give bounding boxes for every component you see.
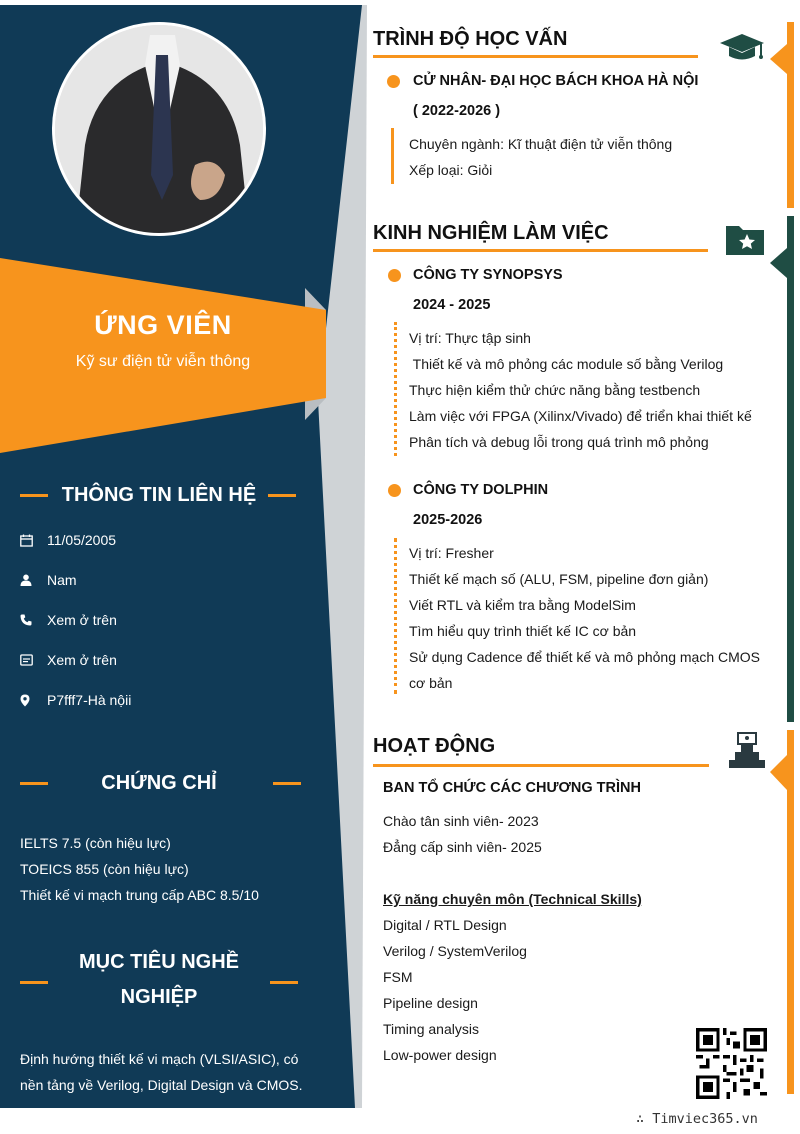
skill-item: Low-power design — [383, 1047, 497, 1063]
skill-item: Digital / RTL Design — [383, 917, 507, 933]
education-period: ( 2022-2026 ) — [413, 103, 501, 119]
contact-item-phone — [20, 608, 310, 632]
candidate-title: Kỹ sư điện tử viễn thông — [75, 353, 251, 370]
objective-text: nền tảng về Verilog, Digital Design và CMOS. — [20, 1077, 303, 1093]
job-line: Tìm hiểu quy trình thiết kế IC cơ bản — [409, 623, 637, 639]
job-period: 2024 - 2025 — [413, 297, 491, 313]
skill-item: Verilog / SystemVerilog — [383, 943, 527, 959]
section-underline — [373, 249, 708, 252]
certificate-item: Thiết kế vi mạch trung cấp ABC 8.5/10 — [20, 887, 259, 903]
education-detail: Chuyên ngành: Kĩ thuật điện tử viễn thông — [409, 136, 673, 152]
contact-heading: THÔNG TIN LIÊN HỆ — [61, 484, 257, 506]
job-line: Viết RTL và kiểm tra bằng ModelSim — [409, 597, 636, 613]
graduation-cap-icon — [719, 32, 765, 69]
job-line: Thiết kế và mô phỏng các module số bằng Verilog — [409, 356, 724, 372]
avatar — [52, 22, 266, 236]
contact-text: Nam — [47, 572, 77, 588]
job-line: Sử dụng Cadence để thiết kế và mô phỏng mạch CMOS — [409, 649, 761, 665]
job-line: Thực hiện kiểm thử chức năng bằng testbench — [409, 382, 701, 398]
heading-dash-right — [273, 782, 301, 785]
contact-item-birthday — [20, 528, 310, 552]
activities-subheading: BAN TỔ CHỨC CÁC CHƯƠNG TRÌNH — [383, 780, 641, 796]
job-company: CÔNG TY SYNOPSYS — [413, 267, 563, 283]
certificate-item: IELTS 7.5 (còn hiệu lực) — [20, 835, 171, 851]
objective-heading-line2: NGHIỆP — [120, 986, 198, 1008]
activity-line: Đẳng cấp sinh viên- 2025 — [383, 839, 542, 855]
heading-dash-right — [270, 981, 298, 984]
calendar-icon — [20, 534, 47, 547]
footer-brand: ∴ Timviec365.vn — [636, 1111, 758, 1127]
heading-dash-left — [20, 782, 48, 785]
contact-text: Xem ở trên — [47, 652, 117, 668]
skill-item: Timing analysis — [383, 1021, 479, 1037]
contact-text: P7fff7-Hà nộii — [47, 692, 132, 708]
timeline-dots — [394, 538, 397, 694]
education-school: CỬ NHÂN- ĐẠI HỌC BÁCH KHOA HÀ NỘI — [413, 73, 699, 89]
email-icon — [20, 654, 47, 666]
contact-text: Xem ở trên — [47, 612, 117, 628]
timeline-dot — [387, 75, 400, 88]
skill-item: Pipeline design — [383, 995, 478, 1011]
skill-item: FSM — [383, 969, 413, 985]
qr-code — [696, 1028, 767, 1099]
contact-item-address — [20, 688, 310, 712]
job-period: 2025-2026 — [413, 512, 483, 528]
education-detail: Xếp loại: Giỏi — [409, 162, 493, 178]
skills-heading: Kỹ năng chuyên môn (Technical Skills) — [383, 891, 642, 907]
job-line: Vị trí: Fresher — [409, 545, 494, 561]
timeline-dot — [388, 269, 401, 282]
experience-heading: KINH NGHIỆM LÀM VIỆC — [373, 222, 609, 244]
phone-icon — [20, 614, 47, 626]
objective-text: Định hướng thiết kế vi mạch (VLSI/ASIC), có — [20, 1051, 299, 1067]
contact-item-email — [20, 648, 310, 672]
activities-heading: HOẠT ĐỘNG — [373, 735, 496, 757]
heading-dash-left — [20, 494, 48, 497]
candidate-name: ỨNG VIÊN — [94, 310, 232, 340]
folder-star-icon — [725, 222, 765, 261]
job-line: Vị trí: Thực tập sinh — [409, 330, 531, 346]
objective-heading-line1: MỤC TIÊU NGHỀ — [79, 951, 239, 973]
contact-text: 11/05/2005 — [47, 532, 117, 548]
job-line: cơ bản — [409, 675, 453, 691]
timeline-dot — [388, 484, 401, 497]
education-heading: TRÌNH ĐỘ HỌC VẤN — [373, 28, 568, 50]
timeline-bar — [391, 128, 394, 184]
certificate-item: TOEICS 855 (còn hiệu lực) — [20, 861, 189, 877]
podium-icon — [727, 730, 767, 775]
person-photo — [55, 25, 266, 236]
job-line: Làm việc với FPGA (Xilinx/Vivado) để triển khai thiết kế — [409, 408, 752, 424]
activity-line: Chào tân sinh viên- 2023 — [383, 813, 539, 829]
job-line: Thiết kế mạch số (ALU, FSM, pipeline đơn giản) — [409, 571, 709, 587]
job-line: Phân tích và debug lỗi trong quá trình mô phỏng — [409, 434, 709, 450]
heading-dash-left — [20, 981, 48, 984]
location-icon — [20, 694, 47, 707]
heading-dash-right — [268, 494, 296, 497]
certificates-heading: CHỨNG CHỈ — [101, 772, 217, 794]
person-icon — [20, 574, 47, 586]
contact-item-gender — [20, 568, 310, 592]
section-underline — [373, 55, 698, 58]
timeline-dots — [394, 322, 397, 456]
job-company: CÔNG TY DOLPHIN — [413, 482, 549, 498]
section-underline — [373, 764, 709, 767]
